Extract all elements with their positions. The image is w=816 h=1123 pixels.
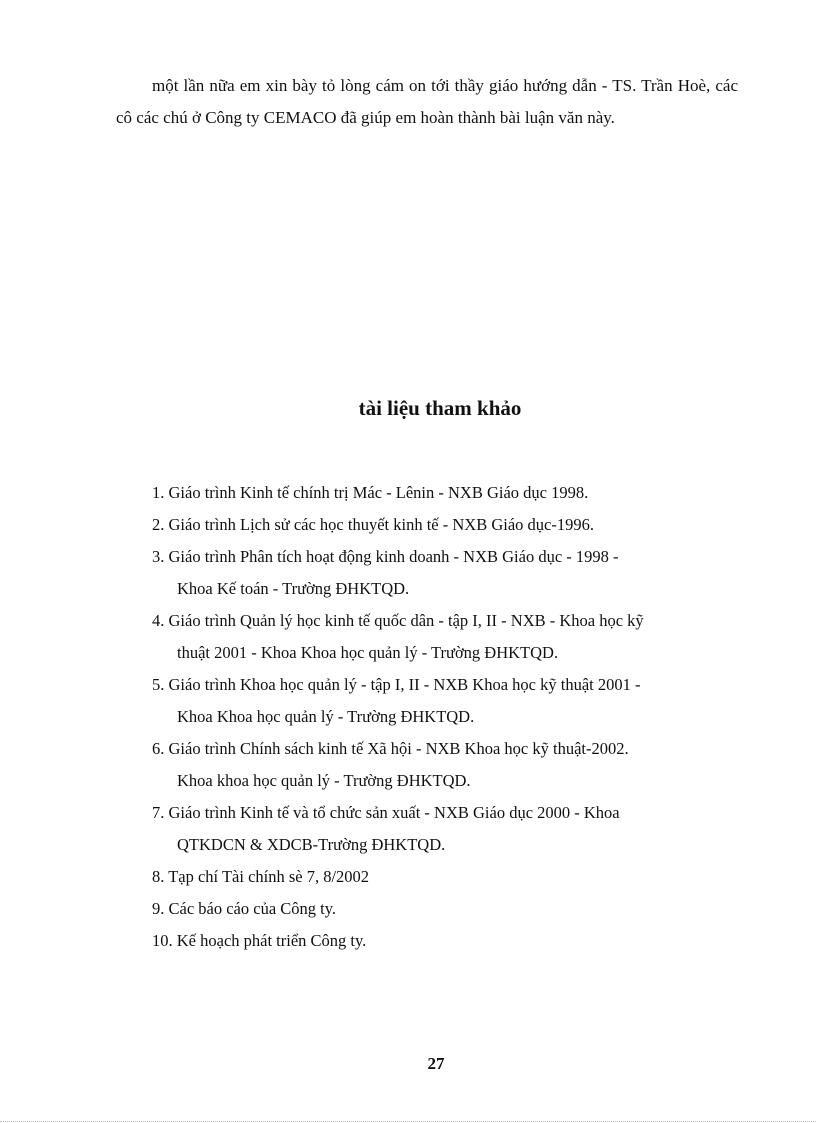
list-item bbox=[152, 541, 738, 605]
reference-continuation: Khoa Kế toán - Trường ĐHKTQD. bbox=[177, 579, 410, 598]
list-item bbox=[152, 861, 738, 893]
list-item bbox=[152, 925, 738, 957]
reference-text: 1. Giáo trình Kinh tế chính trị Mác - Lênin - NXB Giáo dục 1998. bbox=[152, 483, 589, 502]
list-item bbox=[152, 893, 738, 925]
reference-text: 10. Kế hoạch phát triển Công ty. bbox=[152, 931, 367, 950]
references-list bbox=[152, 477, 738, 957]
references-title: tài liệu tham khảo bbox=[358, 396, 522, 420]
reference-text: 9. Các báo cáo của Công ty. bbox=[152, 899, 337, 918]
list-item bbox=[152, 733, 738, 797]
list-item bbox=[152, 797, 738, 861]
reference-continuation: Khoa Khoa học quản lý - Trường ĐHKTQD. bbox=[177, 707, 475, 726]
intro-paragraph-text: một lần nữa em xin bày tỏ lòng cám on tới thầy giáo hướng dẫn - TS. Trần Hoè, các cô các chú ở Công ty CEMACO đã giúp em hoàn thành bài luận văn này. bbox=[116, 76, 738, 127]
intro-paragraph bbox=[116, 70, 738, 134]
list-item bbox=[152, 509, 738, 541]
list-item bbox=[152, 605, 738, 669]
list-item bbox=[152, 669, 738, 733]
reference-text: 7. Giáo trình Kinh tế và tổ chức sản xuất - NXB Giáo dục 2000 - Khoa bbox=[152, 803, 620, 822]
page-number: 27 bbox=[427, 1054, 445, 1073]
reference-continuation: QTKDCN & XDCB-Trường ĐHKTQD. bbox=[177, 835, 446, 854]
reference-continuation: thuật 2001 - Khoa Khoa học quản lý - Trường ĐHKTQD. bbox=[177, 643, 559, 662]
list-item bbox=[152, 477, 738, 509]
reference-text: 5. Giáo trình Khoa học quản lý - tập I, II - NXB Khoa học kỹ thuật 2001 - bbox=[152, 675, 641, 694]
reference-text: 8. Tạp chí Tài chính sè 7, 8/2002 bbox=[152, 867, 370, 886]
page-bottom-divider bbox=[0, 1121, 816, 1122]
reference-text: 6. Giáo trình Chính sách kinh tế Xã hội - NXB Khoa học kỹ thuật-2002. bbox=[152, 739, 629, 758]
reference-continuation: Khoa khoa học quản lý - Trường ĐHKTQD. bbox=[177, 771, 471, 790]
reference-text: 4. Giáo trình Quản lý học kinh tế quốc dân - tập I, II - NXB - Khoa học kỹ bbox=[152, 611, 644, 630]
reference-text: 3. Giáo trình Phân tích hoạt động kinh doanh - NXB Giáo dục - 1998 - bbox=[152, 547, 619, 566]
reference-text: 2. Giáo trình Lịch sử các học thuyết kinh tế - NXB Giáo dục-1996. bbox=[152, 515, 594, 534]
